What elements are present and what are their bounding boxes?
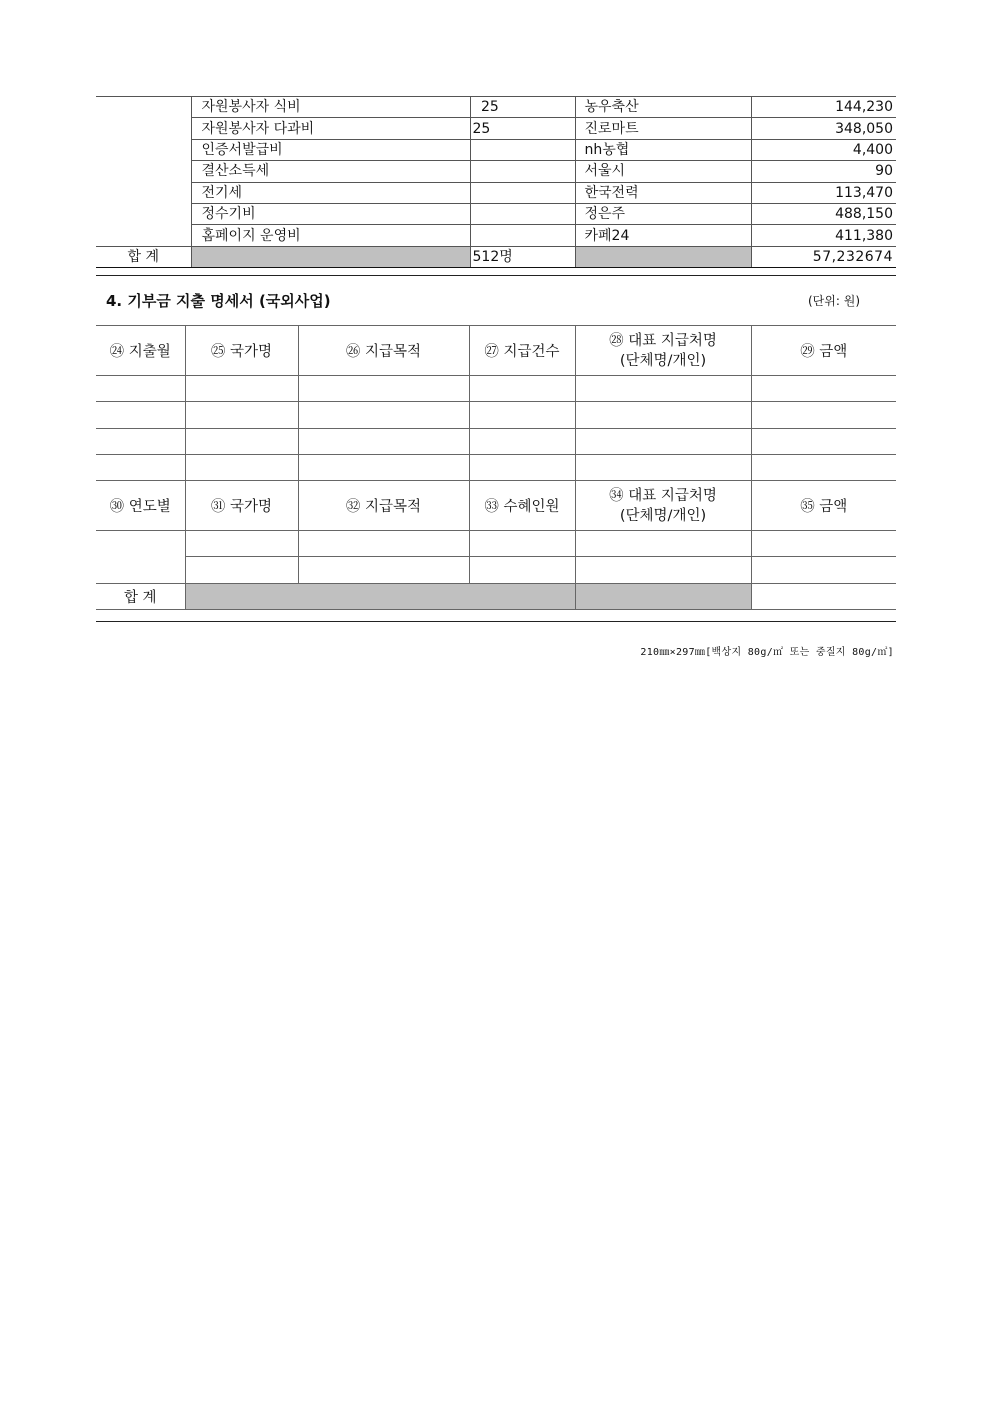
total-row [96, 583, 896, 609]
table-row [96, 97, 896, 118]
gray-cell [575, 246, 751, 267]
item-vendor: 서울시 [575, 161, 751, 182]
header-purpose: ㉖ 지급목적 [298, 326, 469, 376]
item-amount: 4,400 [751, 139, 896, 160]
item-count [470, 182, 575, 203]
item-amount: 348,050 [751, 118, 896, 139]
header-recipient-line1: ㉞ 대표 지급처명 [609, 487, 717, 504]
item-vendor: 농우축산 [575, 97, 751, 118]
table-row [96, 139, 896, 160]
item-count [470, 203, 575, 224]
paper-spec-footer: 210㎜×297㎜[백상지 80g/㎡ 또는 중질지 80g/㎡] [640, 647, 894, 658]
header-amount: ㉙ 금액 [751, 326, 896, 376]
table-row [96, 376, 896, 402]
total-label: 합 계 [96, 246, 191, 267]
table-row [96, 428, 896, 454]
expense-table [96, 96, 896, 268]
header-recipient-line2: (단체명/개인) [619, 352, 707, 369]
table-row [96, 118, 896, 139]
header-recipient-line1: ㉘ 대표 지급처명 [609, 332, 717, 349]
section-title: 4. 기부금 지출 명세서 (국외사업) [106, 292, 331, 310]
bottom-rule [96, 621, 896, 622]
item-amount: 144,230 [751, 97, 896, 118]
item-vendor: 한국전력 [575, 182, 751, 203]
header-country: ㉛ 국가명 [185, 481, 298, 531]
table-row [96, 557, 896, 583]
item-vendor: 정은주 [575, 203, 751, 224]
item-count: 25 [470, 118, 575, 139]
header-amount: ㉟ 금액 [751, 481, 896, 531]
table-row [96, 454, 896, 480]
table-row [96, 225, 896, 246]
table-row [96, 203, 896, 224]
total-label: 합 계 [96, 583, 185, 609]
table-row [96, 161, 896, 182]
item-amount: 488,150 [751, 203, 896, 224]
section-divider [96, 275, 896, 276]
item-vendor: 카페24 [575, 225, 751, 246]
header-country: ㉕ 국가명 [185, 326, 298, 376]
header-row [96, 481, 896, 531]
item-amount: 90 [751, 161, 896, 182]
item-vendor: nh농협 [575, 139, 751, 160]
total-amount: 57,232674 [751, 246, 896, 267]
table-row [96, 531, 896, 557]
item-name: 결산소득세 [191, 161, 470, 182]
item-name: 정수기비 [191, 203, 470, 224]
header-month: ㉔ 지출월 [96, 326, 185, 376]
header-beneficiaries: ㉝ 수혜인원 [469, 481, 575, 531]
header-year: ㉚ 연도별 [96, 481, 185, 531]
item-name: 홈페이지 운영비 [191, 225, 470, 246]
header-purpose: ㉜ 지급목적 [298, 481, 469, 531]
item-name: 인증서발급비 [191, 139, 470, 160]
header-recipient-line2: (단체명/개인) [619, 507, 707, 524]
item-count [470, 161, 575, 182]
header-row [96, 326, 896, 376]
item-name: 자원봉사자 다과비 [191, 118, 470, 139]
table-row [96, 402, 896, 428]
gray-cell [575, 583, 751, 609]
header-recipient [575, 481, 751, 531]
gray-cell [191, 246, 470, 267]
total-amount [751, 583, 896, 609]
item-name: 전기세 [191, 182, 470, 203]
unit-label: (단위: 원) [808, 294, 860, 308]
item-amount: 411,380 [751, 225, 896, 246]
category-cell [96, 97, 191, 247]
total-row [96, 246, 896, 267]
gray-cell [185, 583, 575, 609]
item-name: 자원봉사자 식비 [191, 97, 470, 118]
item-vendor: 진로마트 [575, 118, 751, 139]
item-count [470, 225, 575, 246]
overseas-donation-table [96, 325, 896, 610]
header-count: ㉗ 지급건수 [469, 326, 575, 376]
item-count: 25 [470, 97, 575, 118]
table-row [96, 182, 896, 203]
total-count: 512명 [470, 246, 575, 267]
header-recipient [575, 326, 751, 376]
item-count [470, 139, 575, 160]
item-amount: 113,470 [751, 182, 896, 203]
